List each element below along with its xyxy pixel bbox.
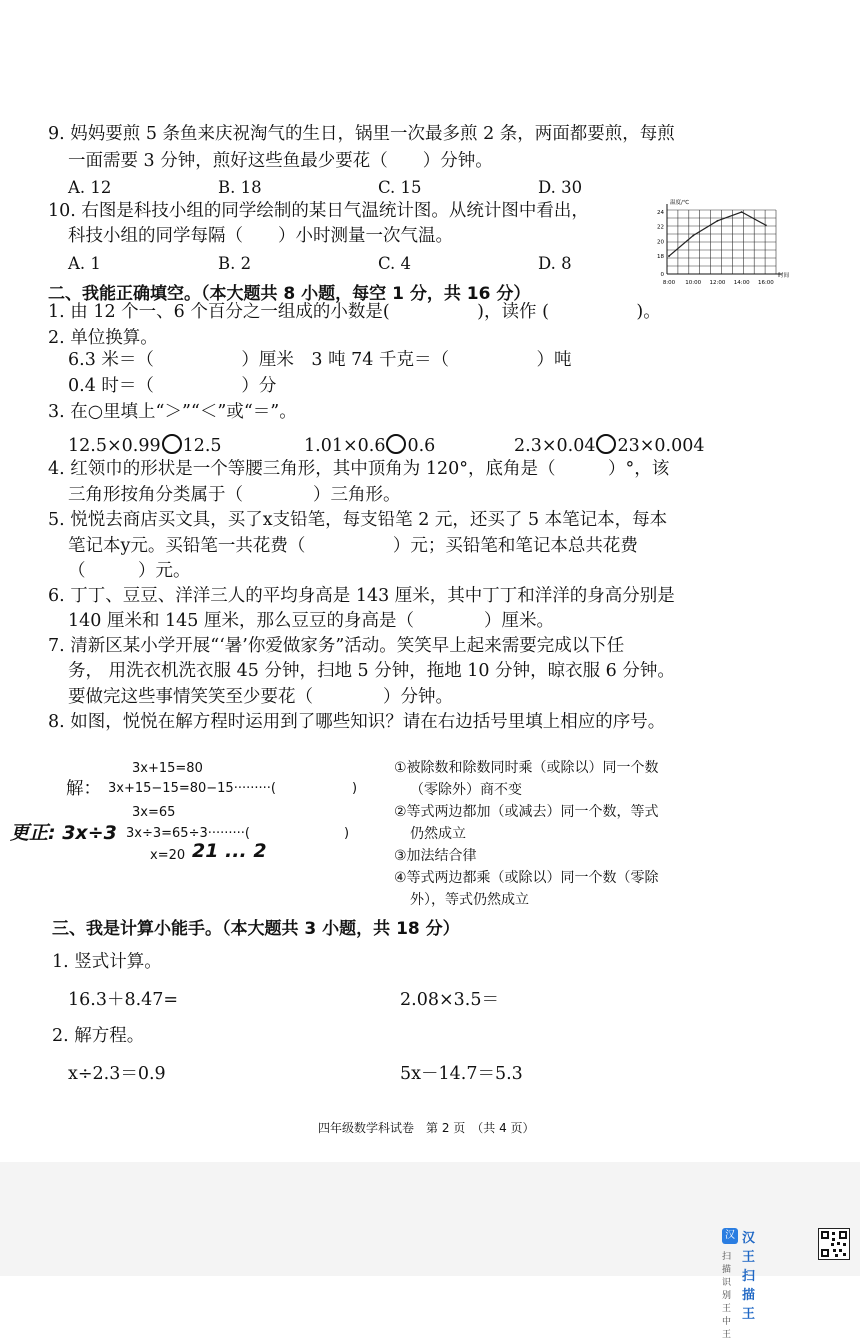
compare-1-left: 12.5×0.99 — [68, 436, 161, 456]
chart-data-point — [741, 211, 743, 213]
compare-1 — [68, 434, 222, 456]
section3-title: 三、我是计算小能手。（本大题共 3 小题，共 18 分） — [52, 919, 460, 939]
chart-x-tick-label: 8:00 — [662, 280, 676, 286]
option8-4a: ④等式两边都乘（或除以）同一个数（零除 — [394, 870, 659, 886]
q9-option-c: C. 15 — [378, 178, 422, 197]
equation-1: x÷2.3＝0.9 — [68, 1064, 166, 1084]
q10-option-a: A. 1 — [68, 254, 101, 273]
compare-2 — [304, 434, 435, 456]
calc-1: 16.3＋8.47= — [68, 990, 179, 1010]
qr-code-icon — [818, 1228, 850, 1260]
s2-p2a: 6.3 米＝（ ）厘米 3 吨 74 千克＝（ ）吨 — [68, 350, 572, 370]
eq-line4-close: ) — [344, 826, 350, 841]
q9-line2: 一面需要 3 分钟，煎好这些鱼最少要花（ ）分钟。 — [68, 151, 493, 171]
eq-line1: 3x+15=80 — [132, 761, 203, 776]
chart-y-tick-label: 24 — [657, 210, 664, 216]
chart-y-tick-label: 18 — [657, 254, 664, 261]
s2-p8: 8. 如图，悦悦在解方程时运用到了哪些知识？请在右边括号里填上相应的序号。 — [48, 712, 666, 732]
q9-option-b: B. 18 — [218, 178, 262, 197]
compare-2-right: 0.6 — [407, 436, 436, 456]
eq-line2: 3x+15−15=80−15·········( — [108, 781, 276, 796]
compare-2-left: 1.01×0.6 — [304, 436, 386, 456]
chart-x-tick-label: 16:00 — [757, 280, 774, 286]
s2-p1: 1. 由 12 个一、6 个百分之一组成的小数是( )，读作 ( )。 — [48, 302, 661, 322]
option8-2b: 仍然成立 — [410, 826, 466, 842]
eq-line2-close: ) — [352, 781, 358, 796]
q9-line1: 9. 妈妈要煎 5 条鱼来庆祝淘气的生日，锅里一次最多煎 2 条，两面都要煎，每煎 — [48, 124, 675, 144]
s2-p7a: 7. 清新区某小学开展“‘暑’你爱做家务”活动。笑笑早上起来需要完成以下任 — [48, 636, 625, 656]
q10-option-b: B. 2 — [218, 254, 252, 273]
s2-p5a: 5. 悦悦去商店买文具，买了x支铅笔，每支铅笔 2 元，还买了 5 本笔记本，每本 — [48, 510, 668, 530]
chart-data-point — [765, 224, 767, 226]
option8-4b: 外），等式仍然成立 — [410, 892, 529, 908]
chart-data-point — [692, 235, 694, 237]
chart-y-tick-label: 20 — [657, 239, 664, 246]
q9-option-d: D. 30 — [538, 178, 583, 197]
chart-y-tick-label: 0 — [660, 272, 664, 278]
s3-p2: 2. 解方程。 — [52, 1026, 145, 1046]
compare-3-right: 23×0.004 — [617, 436, 705, 456]
s2-p7b: 务， 用洗衣机洗衣服 45 分钟，扫地 5 分钟，拖地 10 分钟，晾衣服 6 分钟。 — [68, 661, 675, 681]
q10-option-c: C. 4 — [378, 254, 412, 273]
option8-3: ③加法结合律 — [394, 848, 477, 864]
s2-p6b: 140 厘米和 145 厘米，那么豆豆的身高是（ ）厘米。 — [68, 611, 554, 631]
chart-x-tick-label: 10:00 — [685, 280, 702, 286]
compare-3 — [514, 434, 705, 456]
page-footer: 四年级数学科试卷 第 2 页 （共 4 页） — [318, 1121, 535, 1135]
compare-circle-3[interactable] — [596, 434, 616, 454]
chart-x-tick-label: 12:00 — [709, 280, 726, 286]
s2-p6a: 6. 丁丁、豆豆、洋洋三人的平均身高是 143 厘米，其中丁丁和洋洋的身高分别是 — [48, 586, 675, 606]
scanner-logo-icon: 汉 — [722, 1228, 738, 1244]
calc-2: 2.08×3.5＝ — [400, 990, 499, 1010]
s2-p2: 2. 单位换算。 — [48, 328, 158, 348]
s2-p7c: 要做完这些事情笑笑至少要花（ ）分钟。 — [68, 687, 453, 707]
option8-1a: ①被除数和除数同时乘（或除以）同一个数 — [394, 760, 659, 776]
eq-label: 解： — [66, 779, 101, 799]
eq-line5: x=20 — [150, 848, 186, 863]
s2-p5b: 笔记本y元。买铅笔一共花费（ ）元；买铅笔和笔记本总共花费 — [68, 536, 638, 556]
s2-p2b: 0.4 时＝（ ）分 — [68, 376, 277, 396]
chart-x-label: 时间 — [778, 273, 790, 279]
eq-line4: 3x÷3=65÷3·········( — [126, 826, 250, 841]
q10-option-d: D. 8 — [538, 254, 572, 273]
section2-title: 二、我能正确填空。（本大题共 8 小题，每空 1 分，共 16 分） — [48, 284, 531, 304]
equation-2: 5x－14.7＝5.3 — [400, 1064, 523, 1084]
q9-option-a: A. 12 — [68, 178, 112, 197]
chart-y-label: 温度/℃ — [670, 200, 690, 206]
scanner-brand-name: 汉王扫描王 — [742, 1231, 756, 1322]
s2-p4a: 4. 红领巾的形状是一个等腰三角形，其中顶角为 120°，底角是（ ）°，该 — [48, 459, 670, 479]
s2-p3: 3. 在○里填上“＞”“＜”或“＝”。 — [48, 402, 297, 422]
chart-y-tick-label: 22 — [657, 224, 664, 231]
handwritten-correction: 更正: 3x÷3 — [10, 822, 117, 844]
s3-p1: 1. 竖式计算。 — [52, 952, 162, 972]
scanner-brand-tagline: 扫描识别王中王 — [722, 1252, 734, 1340]
compare-1-right: 12.5 — [182, 436, 222, 456]
q10-line1: 10. 右图是科技小组的同学绘制的某日气温统计图。从统计图中看出， — [48, 201, 589, 221]
chart-data-point — [717, 220, 719, 222]
chart-data-point — [668, 255, 670, 257]
handwritten-answer: 21 ... 2 — [192, 840, 267, 862]
temperature-line-chart — [650, 196, 796, 290]
option8-1b: （零除外）商不变 — [410, 782, 522, 798]
compare-3-left: 2.3×0.04 — [514, 436, 596, 456]
s2-p4b: 三角形按角分类属于（ ）三角形。 — [68, 485, 401, 505]
chart-x-tick-label: 14:00 — [733, 280, 750, 286]
compare-circle-2[interactable] — [386, 434, 406, 454]
s2-p5c: （ ）元。 — [68, 561, 191, 581]
compare-circle-1[interactable] — [162, 434, 182, 454]
q10-line2: 科技小组的同学每隔（ ）小时测量一次气温。 — [68, 226, 453, 246]
option8-2a: ②等式两边都加（或减去）同一个数，等式 — [394, 804, 659, 820]
eq-line3: 3x=65 — [132, 805, 176, 820]
